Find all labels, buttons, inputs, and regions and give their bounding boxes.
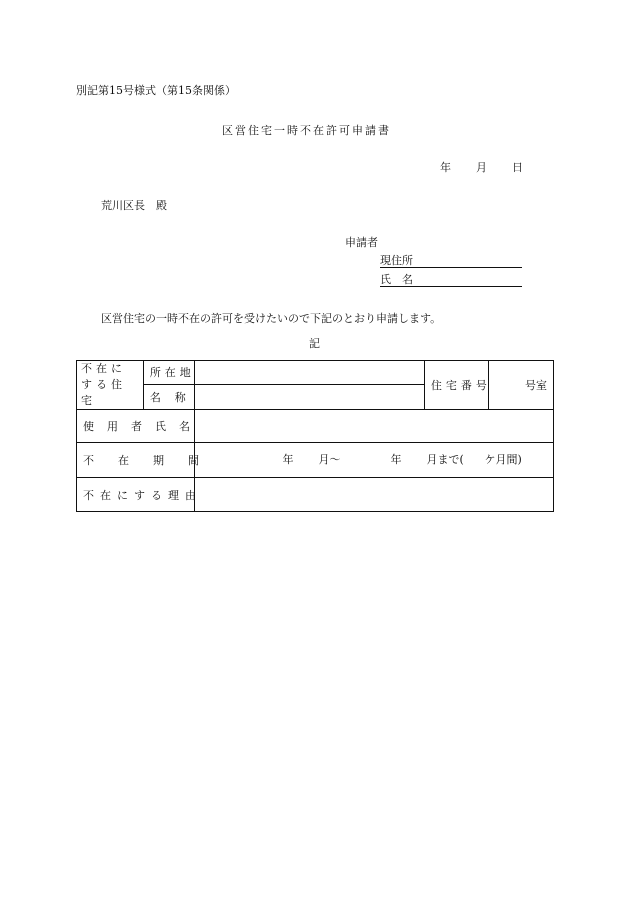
reason-label-cell (77, 478, 202, 512)
address-field[interactable] (380, 254, 522, 268)
location-label: 所在地 (149, 366, 195, 380)
name-label-cell (143, 384, 200, 409)
reason-value[interactable] (194, 478, 554, 512)
applicant-heading: 申請者 (345, 236, 378, 249)
addressee: 荒川区長 殿 (101, 199, 167, 212)
room-suffix: 号室 (525, 379, 547, 392)
housing-label: 不在にする住宅 (81, 362, 126, 407)
period-year-2: 年 (390, 453, 402, 466)
period-year-1: 年 (282, 453, 294, 466)
ki-label: 記 (309, 337, 320, 350)
application-table (76, 360, 554, 512)
house-number-label-cell (424, 361, 489, 410)
user-name-label-cell (77, 410, 203, 443)
period-months: ケ月間) (484, 453, 522, 466)
location-label-cell (143, 361, 194, 385)
house-number-label: 住宅番号 (430, 379, 491, 392)
housing-name-label: 名称 (149, 390, 200, 404)
date-year-label: 年 (440, 161, 451, 174)
reason-label: 不在にする理由 (83, 488, 202, 502)
date-day-label: 日 (512, 161, 523, 174)
name-field[interactable] (380, 273, 522, 287)
period-label: 不在期間 (83, 454, 223, 467)
period-month-2: 月まで( (426, 453, 464, 466)
period-value[interactable] (194, 443, 554, 478)
form-header: 別記第15号様式（第15条関係） (76, 84, 236, 97)
intro-text: 区営住宅の一時不在の許可を受けたいので下記のとおり申請します。 (101, 312, 442, 325)
date-month-label: 月 (476, 161, 487, 174)
period-month-1: 月〜 (318, 453, 341, 466)
address-label: 現住所 (380, 254, 413, 267)
period-label-cell (77, 443, 223, 478)
user-name-value[interactable] (194, 410, 554, 443)
location-value[interactable] (194, 361, 424, 385)
room-number-cell[interactable] (489, 361, 554, 410)
housing-label-cell (77, 361, 144, 410)
housing-name-value[interactable] (194, 384, 424, 409)
document-title: 区営住宅一時不在許可申請書 (222, 124, 391, 137)
user-name-label: 使用者氏名 (83, 420, 203, 433)
name-label: 氏 名 (380, 273, 413, 286)
